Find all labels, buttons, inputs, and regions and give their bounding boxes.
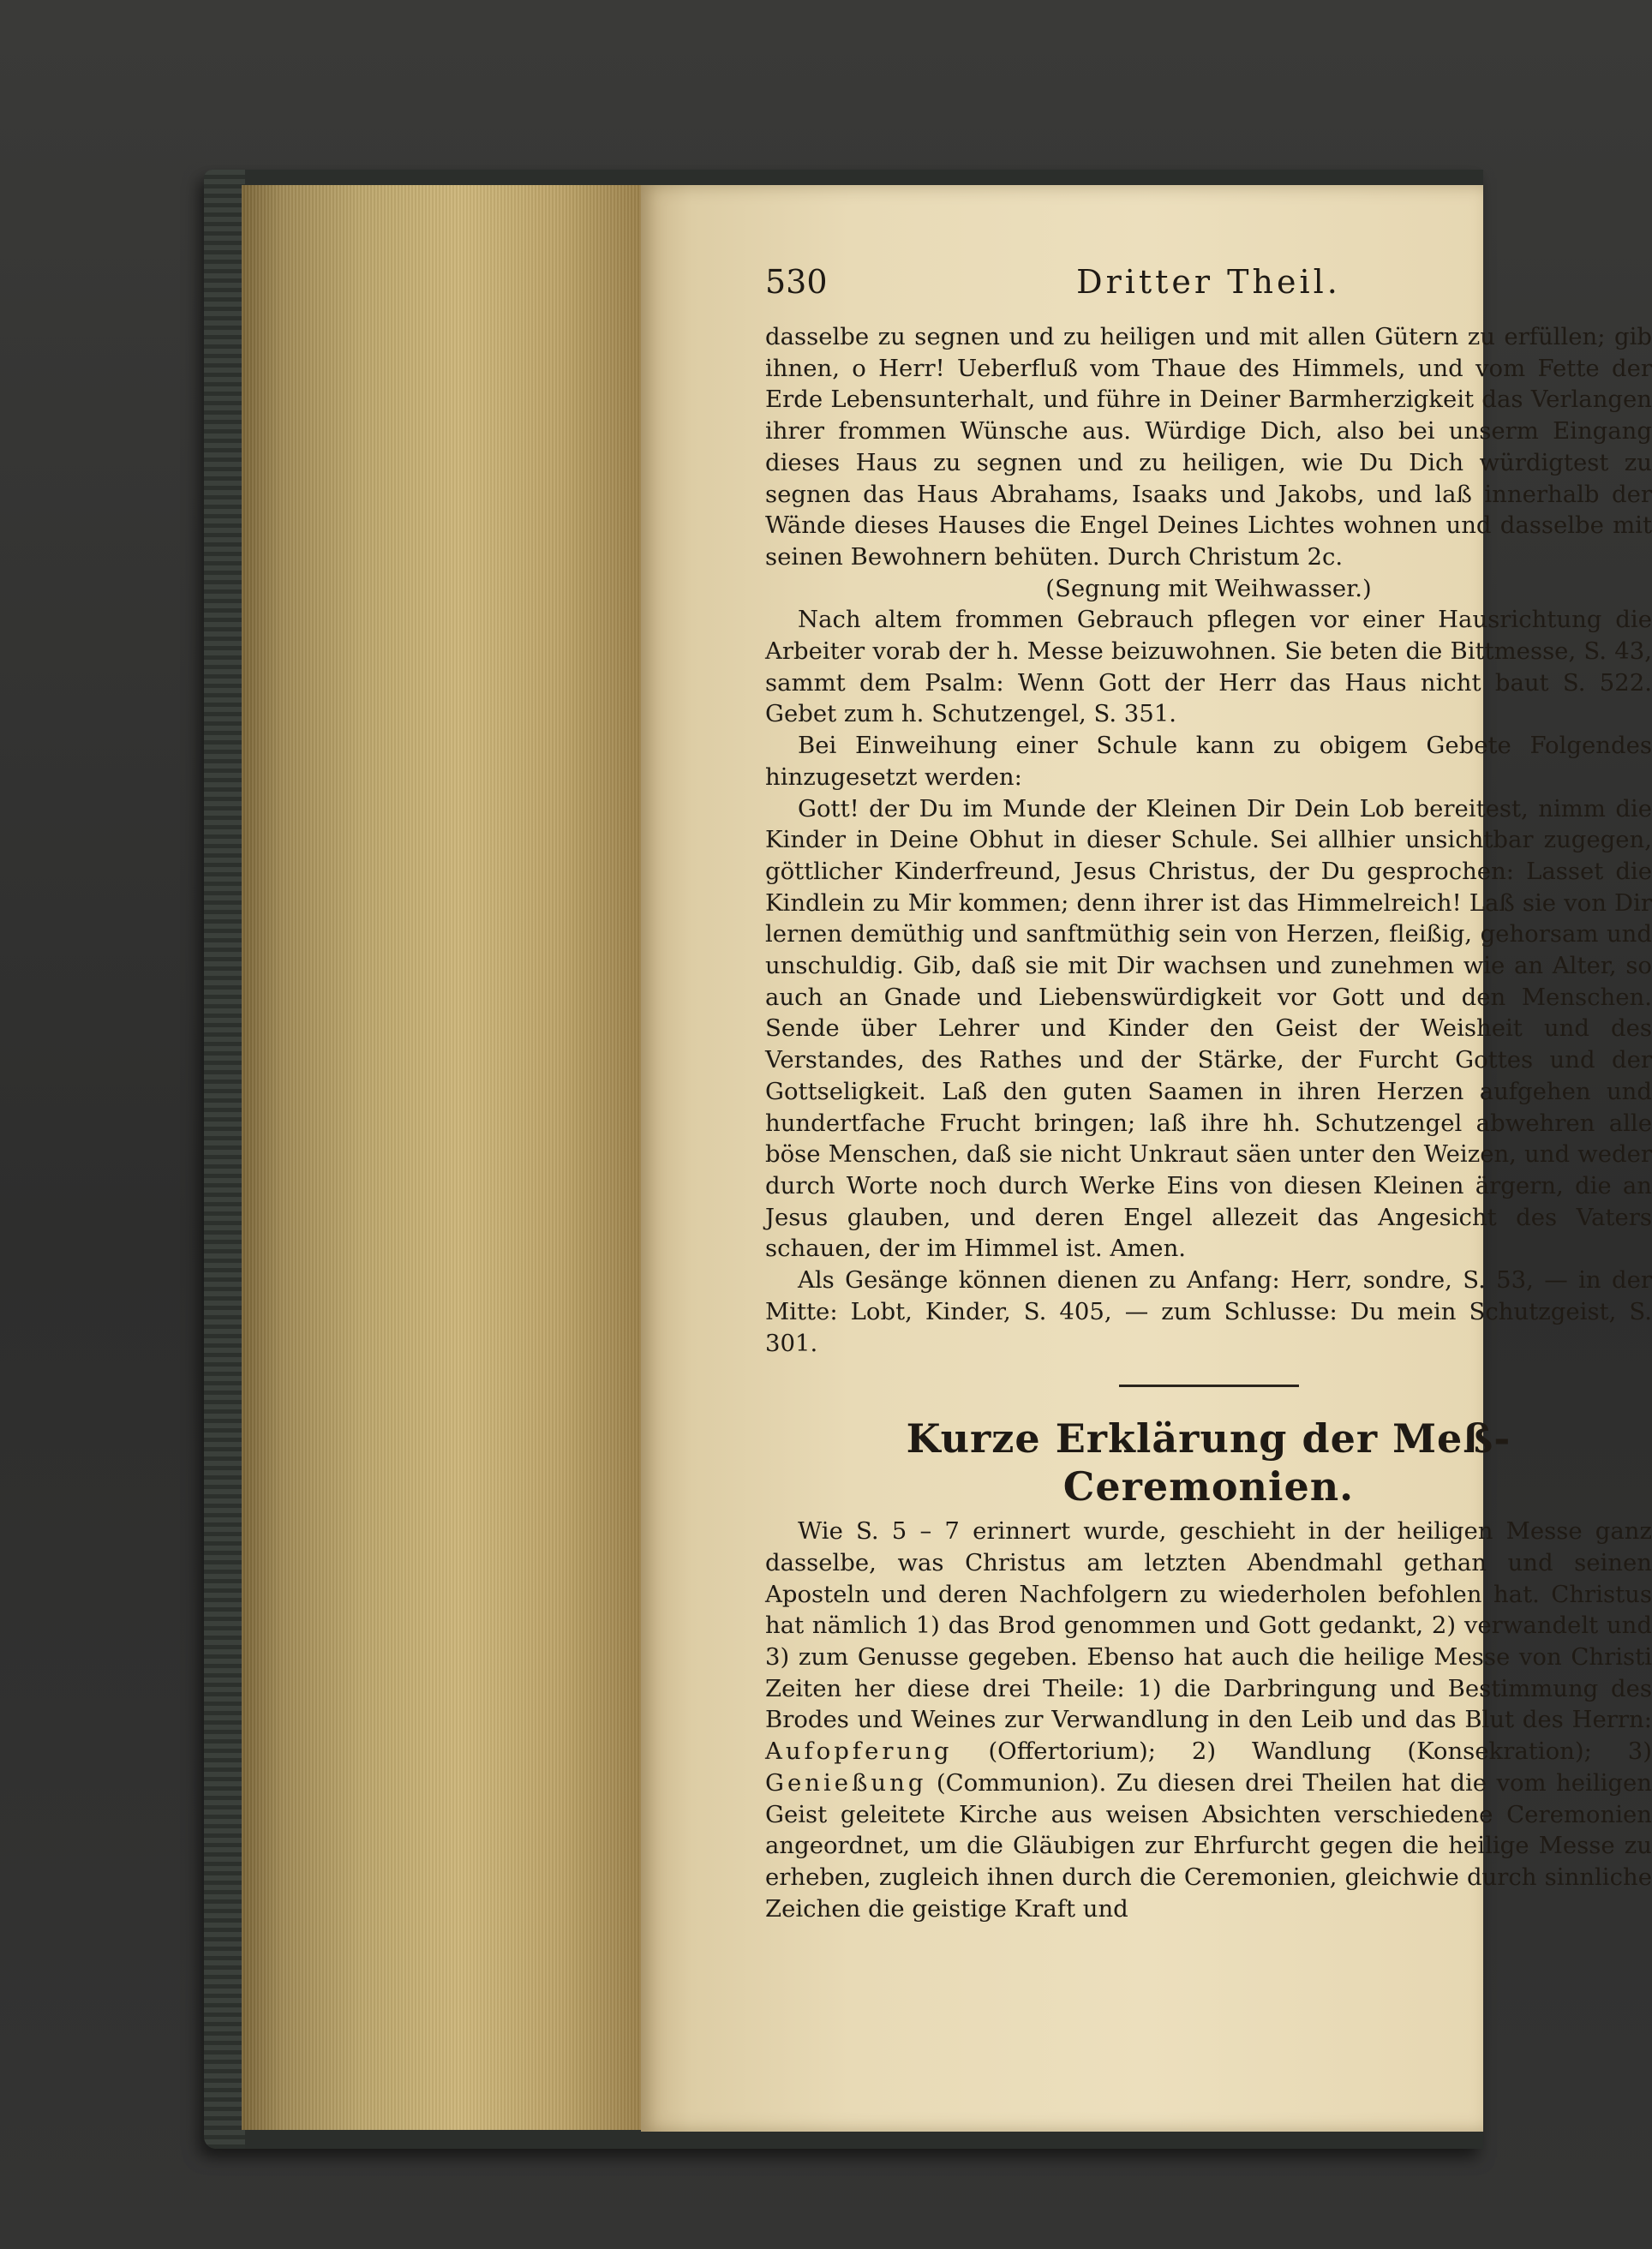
running-head: Dritter Theil. [1076, 263, 1341, 301]
mass-text-b: (Offertorium); 2) Wandlung (Konsekration); 3) [988, 1738, 1652, 1766]
mass-text-a: Wie S. 5 – 7 erinnert wurde, geschieht in der heiligen Messe ganz dasselbe, was Christus am letzten Abendmahl gethan und seinen Aposteln und deren Nachfolgern zu wiederholen befohlen hat. Christus hat nämlich 1) das Brod genommen und Gott gedankt, 2) verwandelt und 3) zum Genusse gegeben. Ebenso hat auch die heilige Messe von Christi Zeiten her diese drei Theile: 1) die Darbringung und Bestimmung des Brodes und Weines zur Verwandlung in den Leib und das Blut des Herrn: [765, 1517, 1652, 1734]
book-page [641, 185, 1652, 2132]
mass-text-c: (Communion). Zu diesen drei Theilen hat die vom heiligen Geist geleitete Kirche aus weisen Absichten verschiedene Ceremonien angeordnet, um die Gläubigen zur Ehrfurcht gegen die heilige Messe zu erheben, zugleich ihnen durch die Ceremonien, gleichwie durch sinnliche Zeichen die geistige Kraft und [765, 1768, 1652, 1923]
paragraph-blessing: dasselbe zu segnen und zu heiligen und mit allen Gütern zu erfüllen; gib ihnen, o Herr! Ueberfluß vom Thaue des Himmels, und vom Fette der Erde Lebensunterhalt, und führe in Deiner Barmherzigkeit das Verlangen ihrer frommen Wünsche aus. Würdige Dich, also bei unserm Eingang dieses Haus zu segnen und zu heiligen, wie Du Dich würdigtest zu segnen das Haus Abrahams, Isaaks und Jakobs, und laß innerhalb der Wände dieses Hauses die Engel Deines Lichtes wohnen und dasselbe mit seinen Bewohnern behüten. Durch Christum 2c. [765, 323, 1652, 571]
section-heading: Kurze Erklärung der Meß-Ceremonien. [906, 1415, 1511, 1510]
paragraph-mass-explanation [765, 1516, 1652, 1924]
term-aufopferung: Aufopferung [765, 1738, 953, 1766]
page-number: 530 [765, 263, 828, 301]
section-divider [1119, 1385, 1299, 1387]
page-text [765, 263, 1652, 1924]
book-cover-edge [204, 170, 245, 2149]
paragraph-hymns: Als Gesänge können dienen zu Anfang: Herr, sondre, S. 53, — in der Mitte: Lobt, Kinder, S. 405, — zum Schlusse: Du mein Schutzgeist, S. 301. [765, 1266, 1652, 1357]
paragraph-school-prayer: Gott! der Du im Munde der Kleinen Dir Dein Lob bereitest, nimm die Kinder in Deine Obhut in dieser Schule. Sei allhier unsichtbar zugegen, göttlicher Kinderfreund, Jesus Christus, der Du gesprochen: Lasset die Kindlein zu Mir kommen; denn ihrer ist das Himmelreich! Laß sie von Dir lernen demüthig und sanftmüthig sein von Herzen, fleißig, gehorsam und unschuldig. Gib, daß sie mit Dir wachsen und zunehmen wie an Alter, so auch an Gnade und Liebenswürdigkeit vor Gott und den Menschen. Sende über Lehrer und Kinder den Geist der Weisheit und des Verstandes, des Rathes und der Stärke, der Furcht Gottes und der Gottseligkeit. Laß den guten Saamen in ihren Herzen aufgehen und hundertfache Frucht bringen; laß ihre hh. Schutzengel abwehren alle böse Menschen, daß sie nicht Unkraut säen unter den Weizen, und weder durch Worte noch durch Werke Eins von diesen Kleinen ärgern, die an Jesus glauben, und deren Engel allezeit das Angesicht des Vaters schauen, der im Himmel ist. Amen. [765, 794, 1652, 1263]
paragraph-custom: Nach altem frommen Gebrauch pflegen vor einer Hausrichtung die Arbeiter vorab der h. Messe beizuwohnen. Sie beten die Bittmesse, S. 43, sammt dem Psalm: Wenn Gott der Herr das Haus nicht baut S. 522. Gebet zum h. Schutzengel, S. 351. [765, 606, 1652, 728]
book [204, 170, 1652, 2149]
paragraph-school-intro: Bei Einweihung einer Schule kann zu obigem Gebete Folgendes hinzugesetzt werden: [765, 732, 1652, 791]
page-header [765, 263, 1652, 318]
page-edges [242, 185, 641, 2130]
paragraph-holy-water: (Segnung mit Weihwasser.) [1045, 574, 1372, 602]
term-geniessung: Genießung [765, 1768, 927, 1797]
